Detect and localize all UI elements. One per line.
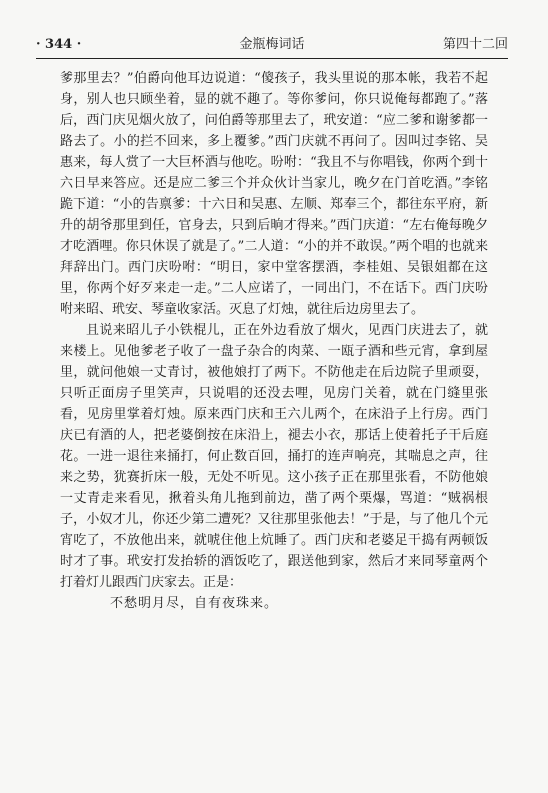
running-header [36, 34, 508, 56]
header-rule [36, 58, 508, 59]
chapter-label: 第四十二回 [442, 37, 508, 52]
verse-line: 不愁明月尽，自有夜珠来。 [110, 596, 279, 611]
paragraph: 且说来昭儿子小铁棍儿，正在外边看放了烟火，见西门庆进去了，就来楼上。见他爹老子收了一盘子杂合的肉菜、一瓯子酒和些元宵，拿到屋里，就问他娘一丈青讨，被他娘打了两下。不防他走在后边院子里顽耍，只听正面房子里笑声，只说唱的还没去哩，见房门关着，就在门缝里张看，见房里掌着灯烛。原来西门庆和王六儿两个，在床沿子上行房。西门庆已有酒的人，把老婆倒按在床沿上，褪去小衣，那话上使着托子干后庭花。一进一退往来捅打，何止数百回，捅打的连声响亮，其喘息之声，往来之势，犹赛折床一般，无处不听见。这小孩子正在那里张看，不防他娘一丈青走来看见，揪着头角儿拖到前边，凿了两个栗爆，骂道：“贼祸根子，小奴才儿，你还少第二遭死？又往那里张他去！”于是，与了他几个元宵吃了，不放他出来，就唬住他上炕睡了。西门庆和老婆足干捣有两顿饭时才了事。玳安打发抬轿的酒饭吃了，跟送他到家，然后才来同琴童两个打着灯儿跟西门庆家去。正是： [60, 323, 488, 590]
paragraph-continued: 爹那里去？”伯爵向他耳边说道：“傻孩子，我头里说的那本帐，我若不起身，别人也只顾坐着，显的就不趣了。等你爹问，你只说俺每都跑了。”落后，西门庆见烟火放了，问伯爵等那里去了，玳安道：“应二爹和谢爹都一路去了。小的拦不回来，多上覆爹。”西门庆就不再问了。因叫过李铭、吴惠来，每人赏了一大巨杯酒与他吃。吩咐：“我且不与你唱钱，你两个到十六日早来答应。还是应二爹三个并众伙计当家儿，晚夕在门首吃酒。”李铭跪下道：“小的告禀爹：十六日和吴惠、左顺、郑奉三个，都往东平府，新升的胡爷那里到任，官身去，只到后晌才得来。”西门庆道：“左右俺每晚夕才吃酒哩。你只休误了就是了。”二人道：“小的并不敢误。”两个唱的也就来拜辞出门。西门庆吩咐：“明日，家中堂客摆酒，李桂姐、吴银姐都在这里，你两个好歹来走一走。”二人应诺了，一同出门，不在话下。西门庆吩咐来昭、玳安、琴童收家活。灭息了灯烛，就往后边房里去了。 [60, 71, 488, 317]
page-body [60, 68, 488, 614]
book-title: 金瓶梅词话 [239, 37, 305, 52]
page-number: · 344 · [36, 37, 82, 52]
